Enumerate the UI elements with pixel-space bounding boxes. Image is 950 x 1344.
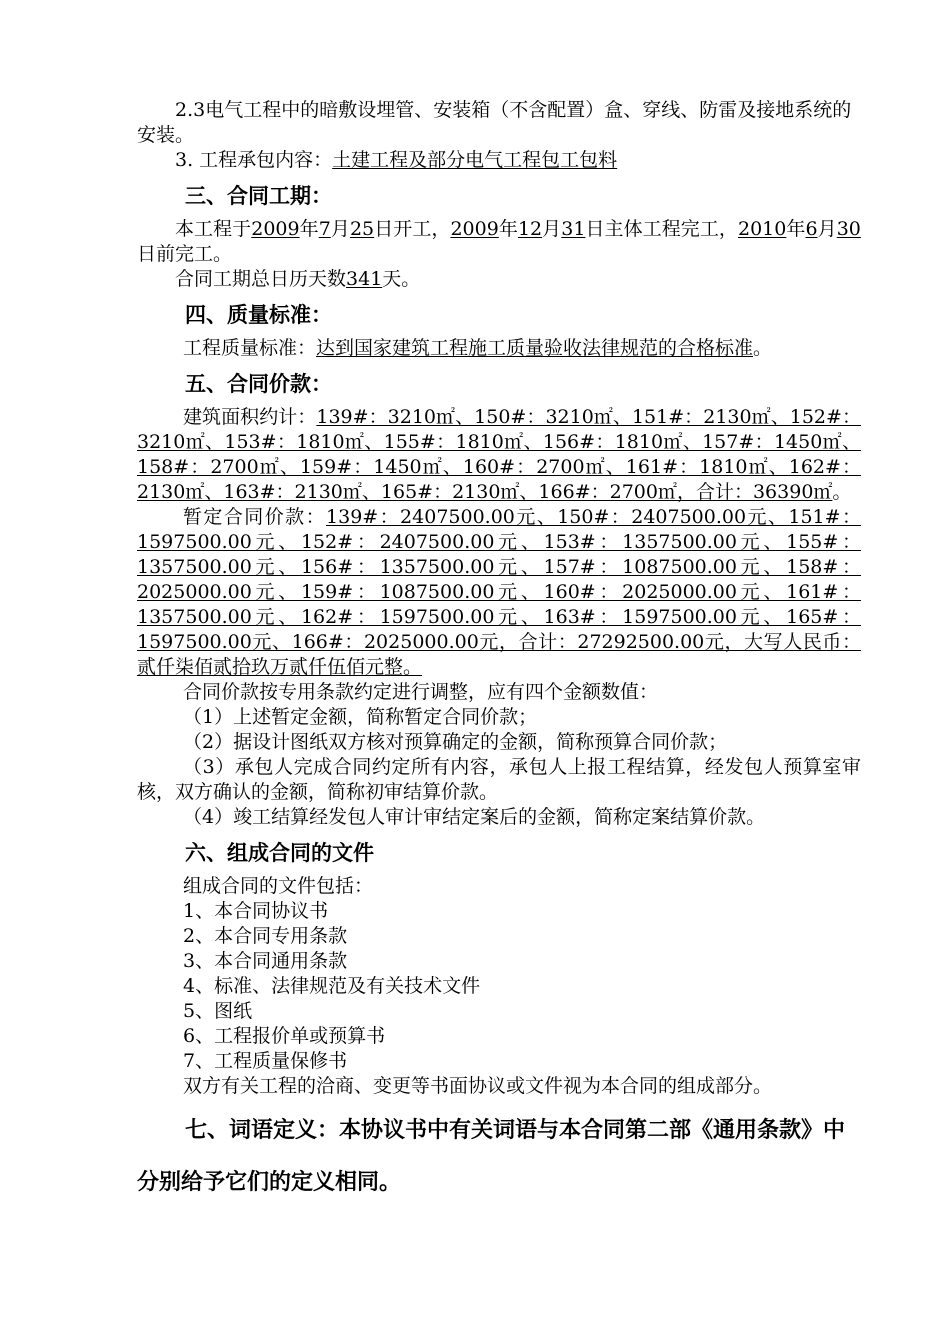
list-item: 2、本合同专用条款 xyxy=(183,925,348,947)
section-5-adjust: 合同价款按专用条款约定进行调整，应有四个金额数值： xyxy=(183,681,659,703)
section-6-end: 双方有关工程的洽商、变更等书面协议或文件视为本合同的组成部分。 xyxy=(183,1075,773,1097)
list-item: 7、工程质量保修书 xyxy=(183,1050,348,1072)
list-item: 6、工程报价单或预算书 xyxy=(183,1025,386,1047)
section-4-standard: 工程质量标准：达到国家建筑工程施工质量验收法律规范的合格标准。 xyxy=(183,337,773,359)
clause-3-value: 土建工程及部分电气工程包工包料 xyxy=(332,149,618,171)
section-3-days: 合同工期总日历天数341天。 xyxy=(175,268,421,290)
list-item: 3、本合同通用条款 xyxy=(183,950,348,972)
section-4-title: 四、质量标准： xyxy=(185,303,332,327)
section-5-title: 五、合同价款： xyxy=(185,372,332,396)
clause-3 xyxy=(137,148,861,173)
section-5-item-3: （3）承包人完成合同约定所有内容，承包人上报工程结算，经发包人预算室审核，双方确认的金额，简称初审结算价款。 xyxy=(137,756,861,803)
section-5-item-1: （1）上述暂定金额，简称暂定合同价款； xyxy=(183,706,538,728)
clause-3-label: 3. 工程承包内容： xyxy=(175,149,333,171)
section-3-period: 本工程于2009年7月25日开工，2009年12月31日主体工程完工，2010年6月30日前完工。 xyxy=(137,218,861,265)
list-item: 1、本合同协议书 xyxy=(183,900,329,922)
section-5-item-2: （2）据设计图纸双方核对预算确定的金额，简称预算合同价款； xyxy=(183,731,728,753)
section-5-area: 建筑面积约计：139#：3210㎡、150#：3210㎡、151#：2130㎡、152#：3210㎡、153#：1810㎡、155#：1810㎡、156#：1810㎡、157#：1450㎡、158#：2700㎡、159#：1450㎡、160#：2700㎡、161#：1810㎡、162#：2130㎡、163#：2130㎡、165#：2130㎡、166#：2700㎡，合计：36390㎡。 xyxy=(137,406,861,503)
section-5-item-4: （4）竣工结算经发包人审计审结定案后的金额，简称定案结算价款。 xyxy=(183,806,766,828)
section-5-price: 暂定合同价款：139#：2407500.00元、150#：2407500.00元、151#：1597500.00元、152#：2407500.00元、153#：1357500.00元、155#：1357500.00元、156#：1357500.00元、157#：1087500.00元、158#：2025000.00元、159#：1087500.00元、160#：2025000.00元、161#：1357500.00元、162#：1597500.00元、163#：1597500.00元、165#：1597500.00元、166#：2025000.00元，合计：27292500.00元，大写人民币：贰仟柒佰贰拾玖万贰仟伍佰元整。 xyxy=(137,506,861,678)
document-page xyxy=(137,98,861,1209)
section-7-title: 七、词语定义：本协议书中有关词语与本合同第二部《通用条款》中分别给予它们的定义相同。 xyxy=(137,1118,846,1195)
section-3-title: 三、合同工期： xyxy=(185,184,332,208)
clause-2-3: 2.3电气工程中的暗敷设埋管、安装箱（不含配置）盒、穿线、防雷及接地系统的安装。 xyxy=(137,99,852,146)
section-6-intro: 组成合同的文件包括： xyxy=(183,875,374,897)
list-item: 4、标准、法律规范及有关技术文件 xyxy=(183,975,481,997)
list-item: 5、图纸 xyxy=(183,1000,253,1022)
section-6-title: 六、组成合同的文件 xyxy=(185,841,374,865)
